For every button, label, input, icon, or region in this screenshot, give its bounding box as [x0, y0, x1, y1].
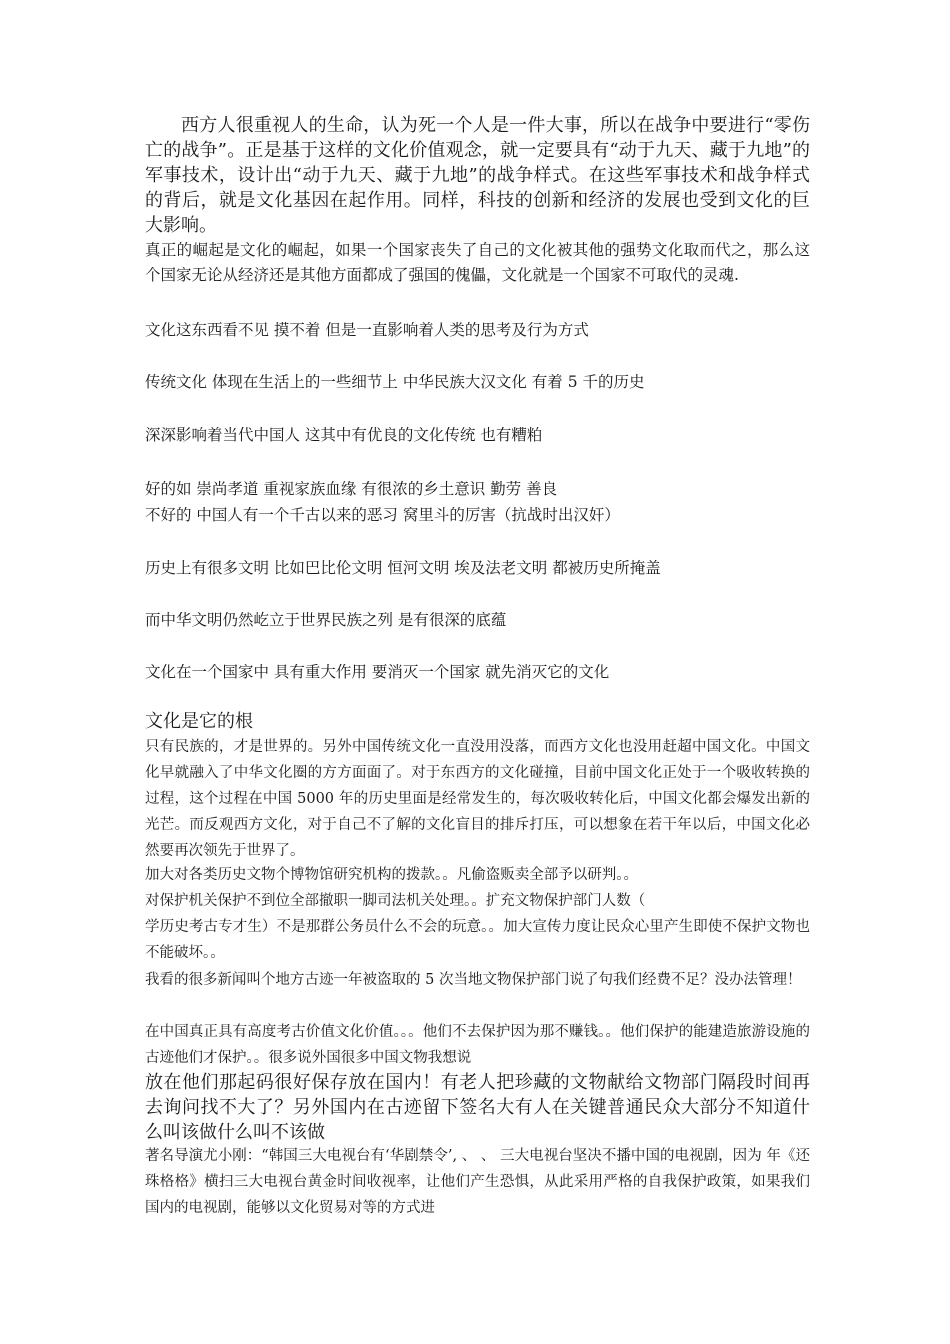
paragraph-true-value: 在中国真正具有高度考古价值文化价值。。。他们不去保护因为那不赚钱。。他们保护的能建造旅游设施的古迹他们才保护。。很多说外国很多中国文物我想说 [145, 1024, 810, 1066]
line-protection-agencies: 对保护机关保护不到位全部撤职一脚司法机关处理。。扩充文物保护部门人数（ [145, 893, 646, 909]
paragraph-national-world: 只有民族的，才是世界的。另外中国传统文化一直没用没落，而西方文化也没用赶超中国文化。中国文化早就融入了中华文化圈的方方面面了。对于东西方的文化碰撞，目前中国文化正处于一个吸收转换的过程，这个过程在中国 5000 年的历史里面是经常发生的，每次吸收转化后，中国文化都会爆发出新的光芒。而反观西方文化，对于自己不了解的文化盲目的排斥打压，可以想象在若干年以后，中国文化必然要再次领先于世界了。 [145, 739, 810, 859]
line-ancient-civilizations: 历史上有很多文明 比如巴比伦文明 恒河文明 埃及法老文明 都被历史所掩盖 [145, 559, 661, 577]
line-deep-influence: 深深影响着当代中国人 这其中有优良的文化传统 也有糟粕 [145, 426, 543, 444]
paragraph-news-theft: 我看的很多新闻叫个地方古迹一年被盗取的 5 次当地文物保护部门说了句我们经费不足？没办法管理！ [145, 972, 802, 988]
paragraph-cultural-rise: 真正的崛起是文化的崛起，如果一个国家丧失了自己的文化被其他的强势文化取而代之，那么这个国家无论从经济还是其他方面都成了强国的傀儡，文化就是一个国家不可取代的灵魂. [145, 241, 810, 284]
line-good-traits: 好的如 崇尚孝道 重视家族血缘 有很浓的乡土意识 勤劳 善良 [145, 480, 558, 498]
heading-culture-root: 文化是它的根 [145, 711, 253, 732]
paragraph-director-quote: 著名导演尤小刚：“韩国三大电视台有‘华剧禁令’, 、 、 三大电视台坚决不播中国的电视剧，因为 年《还珠格格》横扫三大电视台黄金时间收视率，让他们产生恐惧，从此采用严格的自我保护政策，如果我们国内的电视剧，能够以文化贸易对等的方式进 [145, 1148, 810, 1216]
line-chinese-civilization: 而中华文明仍然屹立于世界民族之列 是有很深的底蕴 [145, 611, 507, 629]
paragraph-archaeology-talent: 学历史考古专才生）不是那群公务员什么不会的玩意。。加大宣传力度让民众心里产生即使不保护文物也不能破坏。。 [145, 919, 810, 961]
paragraph-preservation-abroad: 放在他们那起码很好保存放在国内！有老人把珍藏的文物献给文物部门隔段时间再去询问找不大了？另外国内在古迹留下签名大有人在关键普通民众大部分不知道什么叫该做什么叫不该做 [145, 1072, 810, 1143]
paragraph-military-culture: 西方人很重视人的生命，认为死一个人是一件大事，所以在战争中要进行“零伤亡的战争”。正是基于这样的文化价值观念，就一定要具有“动于九天、藏于九地”的军事技术，设计出“动于九天、藏于九地”的战争样式。在这些军事技术和战争样式的背后，就是文化基因在起作用。同样，科技的创新和经济的发展也受到文化的巨大影响。 [145, 115, 810, 236]
line-traditional-culture: 传统文化 体现在生活上的一些细节上 中华民族大汉文化 有着 5 千的历史 [145, 373, 645, 391]
line-bad-traits: 不好的 中国人有一个千古以来的恶习 窝里斗的厉害（抗战时出汉奸） [145, 506, 620, 524]
line-museum-funding: 加大对各类历史文物个博物馆研究机构的拨款。。凡偷盗贩卖全部予以研判。。 [145, 867, 638, 883]
line-culture-importance: 文化在一个国家中 具有重大作用 要消灭一个国家 就先消灭它的文化 [145, 663, 610, 681]
line-culture-invisible: 文化这东西看不见 摸不着 但是一直影响着人类的思考及行为方式 [145, 321, 589, 339]
